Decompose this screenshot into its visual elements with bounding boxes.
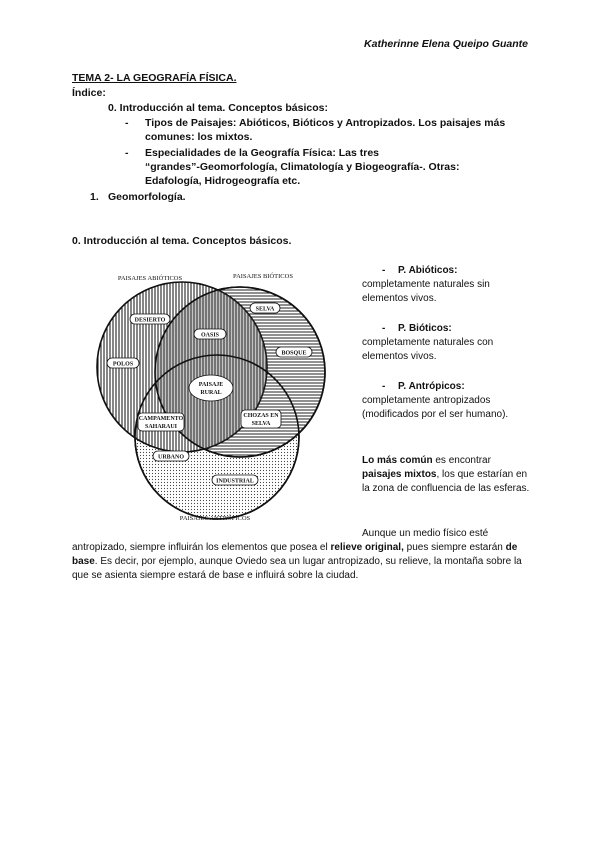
label-chozas-2: SELVA — [251, 421, 271, 427]
label-campamento-1: CAMPAMENTO — [138, 416, 184, 422]
toc-bullet-2 — [125, 146, 535, 188]
toc-bullet-1 — [125, 116, 535, 144]
definition-antropicos — [362, 380, 532, 422]
label-campamento-2: SAHARAUI — [144, 424, 178, 430]
label-desierto: DESIERTO — [134, 317, 166, 324]
label-chozas-1: CHOZAS EN — [243, 413, 279, 419]
toc-bullet-2-line-2: “grandes”-Geomorfología, Climatología y Biogeografía-. Otras: — [145, 161, 460, 173]
toc-bullet-1-line-2: comunes: los mixtos. — [145, 131, 253, 143]
mixtos-bold-2: paisajes mixtos — [362, 469, 437, 480]
paragraph-bold-1: relieve original, — [330, 542, 404, 553]
bullet-dash: - — [382, 381, 386, 392]
label-urbano: URBANO — [157, 454, 185, 461]
mixtos-bold-1: Lo más común — [362, 455, 433, 466]
definition-abioticos-text: completamente naturales sin elementos vivos. — [362, 279, 490, 304]
bullet-dash: - — [382, 323, 386, 334]
label-industrial: INDUSTRIAL — [216, 478, 254, 485]
paragraph-text-3: . Es decir, por ejemplo, aunque Oviedo sea un lugar antropizado, su relieve, la montaña sobre la que se asienta siempre estará de base e influirá sobre la ciudad. — [72, 556, 522, 581]
venn-diagram — [85, 265, 335, 527]
label-paisaje-rural-2: RURAL — [200, 390, 222, 396]
page-title: TEMA 2- LA GEOGRAFÍA FÍSICA. — [72, 72, 237, 84]
toc-bullet-2-line-3: Edafología, Hidrogeografía etc. — [145, 175, 301, 187]
bullet-dash: - — [125, 147, 129, 159]
paragraph-body — [72, 541, 532, 583]
toc-bullet-1-line-1: Tipos de Paisajes: Abióticos, Bióticos y Antropizados. Los paisajes más — [145, 117, 506, 129]
paragraph-bold-2: de base — [72, 542, 518, 567]
definition-antropicos-head: P. Antrópicos: — [398, 381, 465, 392]
toc-item-1 — [90, 191, 186, 203]
mixtos-paragraph — [362, 454, 532, 496]
label-selva: SELVA — [255, 306, 275, 313]
paragraph-text-2: pues siempre estarán — [403, 542, 506, 553]
bullet-dash: - — [382, 265, 386, 276]
toc-item-0: 0. Introducción al tema. Conceptos básicos: — [108, 102, 328, 114]
label-oasis: OASIS — [200, 332, 220, 339]
author-name: Katherinne Elena Queipo Guante — [364, 38, 528, 50]
toc-item-1-label: Geomorfología. — [108, 191, 186, 203]
bullet-dash: - — [125, 117, 129, 129]
label-polos: POLOS — [112, 361, 134, 368]
label-antropicos: PAISAJES ANTRÓPICOS — [179, 515, 251, 522]
definition-antropicos-text: completamente antropizados (modificados por el ser humano). — [362, 395, 509, 420]
toc-bullet-2-line-1: Especialidades de la Geografía Física: Las tres — [145, 147, 380, 159]
definition-bioticos-head: P. Bióticos: — [398, 323, 452, 334]
definition-bioticos-text: completamente naturales con elementos vivos. — [362, 337, 494, 362]
label-paisaje-rural-1: PAISAJE — [198, 382, 224, 388]
label-bioticos: PAISAJES BIÓTICOS — [233, 273, 293, 280]
definition-bioticos — [362, 322, 532, 364]
mixtos-text-1: es encontrar — [432, 455, 491, 466]
label-abioticos: PAISAJES ABIÓTICOS — [117, 275, 183, 282]
index-label: Índice: — [72, 87, 106, 99]
definition-abioticos-head: P. Abióticos: — [398, 265, 458, 276]
paragraph-line-1: Aunque un medio físico esté — [362, 528, 489, 539]
mixtos-text-2: , los que estarían en la zona de confluencia de las esferas. — [362, 469, 530, 494]
section-heading: 0. Introducción al tema. Conceptos básicos. — [72, 235, 292, 247]
toc-item-1-number: 1. — [90, 191, 99, 203]
definition-abioticos — [362, 264, 532, 306]
label-bosque: BOSQUE — [281, 350, 307, 357]
paragraph-text-1: antropizado, siempre influirán los elementos que posea el — [72, 542, 331, 553]
badge-paisaje-rural — [189, 375, 233, 401]
